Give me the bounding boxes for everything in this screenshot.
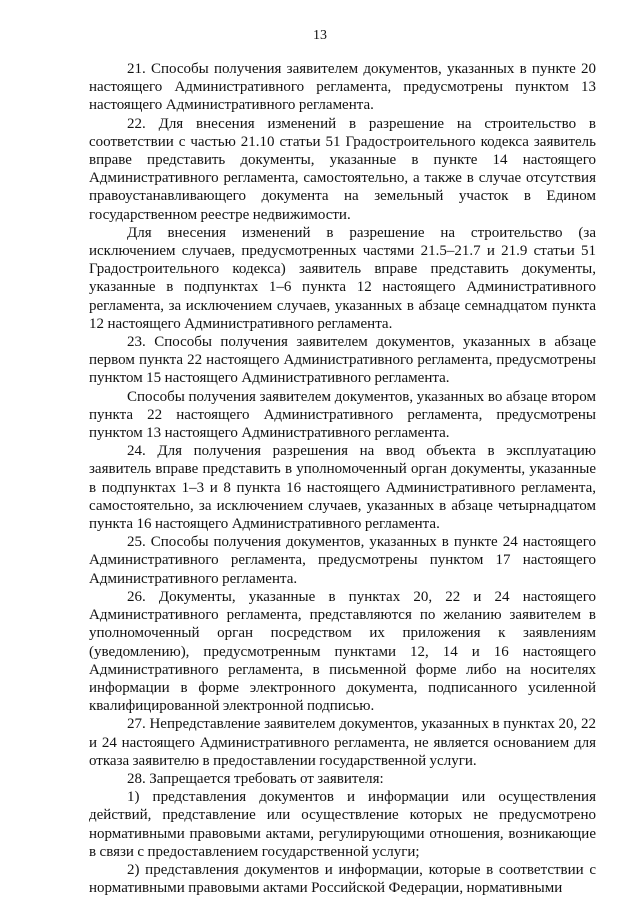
paragraph-22-second: Для внесения изменений в разрешение на строительство (за исключением случаев, предусмотренных частями 21.5–21.7 и 21.9 статьи 51 Градостроительного кодекса) заявитель вправе представить документы, указанные в подпунктах 1–6 пункта 12 настоящего Административного регламента, за исключением случаев, указанных в абзаце семнадцатом пункта 12 настоящего Административного регламента. (89, 224, 596, 332)
document-body (89, 60, 596, 897)
paragraph-22: 22. Для внесения изменений в разрешение на строительство в соответствии с частью 21.10 статьи 51 Градостроительного кодекса заявитель вправе представить документы, указанные в пункте 14 настоящего Административного регламента, самостоятельно, а также в случае отсутствия правоустанавливающего документа на земельный участок в Едином государственном реестре недвижимости. (89, 115, 596, 223)
paragraph-28-item-1: 1) представления документов и информации или осуществления действий, представление или осуществление которых не предусмотрено нормативными правовыми актами, регулирующими отношения, возникающие в связи с предоставлением государственной услуги; (89, 789, 596, 860)
page-number: 13 (313, 28, 327, 43)
paragraph-26: 26. Документы, указанные в пунктах 20, 22 и 24 настоящего Административного регламента, представляются по желанию заявителем в уполномоченный орган посредством их приложения к заявлениям (уведомлению), предусмотренным пунктами 12, 14 и 16 настоящего Административного регламента, в письменной форме либо на носителях информации в форме электронного документа, подписанного усиленной квалифицированной электронной подписью. (89, 588, 596, 715)
paragraph-23: 23. Способы получения заявителем документов, указанных в абзаце первом пункта 22 настоящего Административного регламента, предусмотрены пунктом 15 настоящего Административного регламента. (89, 334, 596, 387)
paragraph-28: 28. Запрещается требовать от заявителя: (127, 770, 384, 787)
paragraph-23-second: Способы получения заявителем документов, указанных во абзаце втором пункта 22 настоящего Административного регламента, предусмотрены пунктом 13 настоящего Административного регламента. (89, 388, 596, 442)
paragraph-27: 27. Непредставление заявителем документов, указанных в пунктах 20, 22 и 24 настоящего Административного регламента, не является основанием для отказа заявителю в предоставлении государственной услуги. (89, 716, 596, 769)
paragraph-24: 24. Для получения разрешения на ввод объекта в эксплуатацию заявитель вправе представить в уполномоченный орган документы, указанные в подпунктах 1–3 и 8 пункта 16 настоящего Административного регламента, самостоятельно, за исключением случаев, указанных в абзаце четырнадцатом пункта 16 настоящего Административного регламента. (89, 443, 596, 533)
paragraph-25: 25. Способы получения документов, указанных в пункте 24 настоящего Административного регламента, предусмотрены пунктом 17 настоящего Административного регламента. (89, 534, 596, 587)
paragraph-21: 21. Способы получения заявителем документов, указанных в пункте 20 настоящего Административного регламента, предусмотрены пунктом 13 настоящего Административного регламента. (89, 61, 596, 114)
paragraph-28-item-2: 2) представления документов и информации, которые в соответствии с нормативными правовыми актами Российской Федерации, нормативными (89, 861, 596, 897)
